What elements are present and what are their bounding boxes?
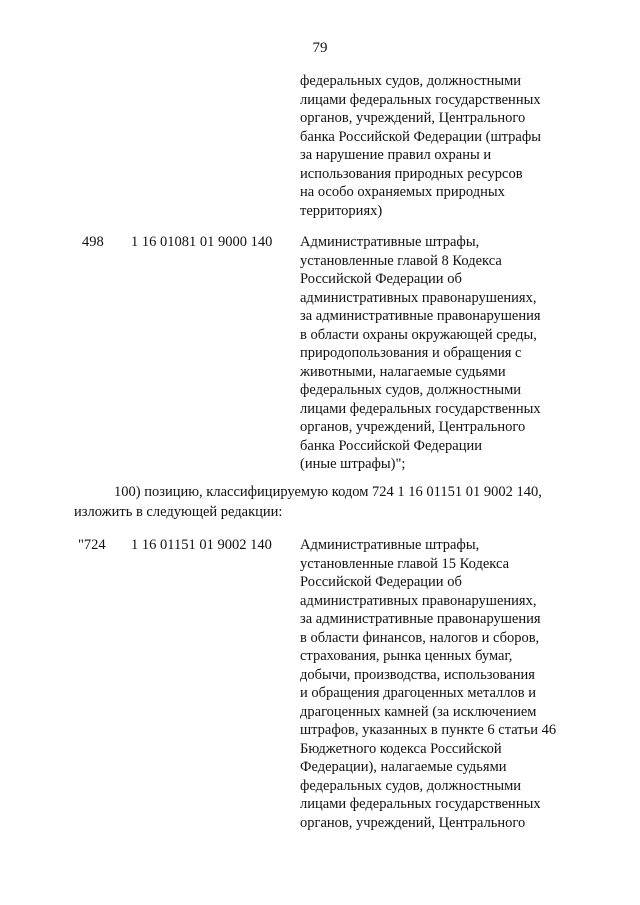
description-line: банка Российской Федерации (штрафы xyxy=(300,128,541,145)
description-line: органов, учреждений, Центрального xyxy=(300,110,526,126)
description-line: Бюджетного кодекса Российской xyxy=(300,740,502,757)
description-line: лицами федеральных государственных xyxy=(300,91,541,108)
instruction-line: 100) позицию, классифицируемую кодом 724 1 16 01151 01 9002 140, xyxy=(114,484,542,500)
description-line: территориях) xyxy=(300,202,383,219)
description-line: драгоценных камней (за исключением xyxy=(300,703,537,720)
description-line: лицами федеральных государственных xyxy=(300,400,541,417)
description-line: животными, налагаемые судьями xyxy=(300,363,506,380)
entry-724-admin-code: "724 xyxy=(78,537,106,553)
description-line: органов, учреждений, Центрального xyxy=(300,814,526,831)
amendment-instruction xyxy=(74,482,634,522)
description-line: штрафов, указанных в пункте 6 статьи 46 xyxy=(300,722,557,738)
page-number: 79 xyxy=(312,40,328,56)
description-line: (иные штрафы)"; xyxy=(300,456,406,472)
description-line: за административные правонарушения xyxy=(300,611,541,627)
description-line: федеральных судов, должностными xyxy=(300,73,522,89)
entry-724-description xyxy=(300,536,620,832)
description-line: за административные правонарушения xyxy=(300,308,541,324)
description-line: в области охраны окружающей среды, xyxy=(300,326,537,343)
description-line: установленные главой 8 Кодекса xyxy=(300,252,502,269)
description-line: административных правонарушениях, xyxy=(300,592,537,609)
entry-498-description xyxy=(300,233,620,474)
entry-724-classification-code: 1 16 01151 01 9002 140 xyxy=(131,537,272,553)
instruction-line: изложить в следующей редакции: xyxy=(74,504,283,520)
description-line: на особо охраняемых природных xyxy=(300,184,505,200)
description-line: за нарушение правил охраны и xyxy=(300,147,492,163)
entry-498-classification-code: 1 16 01081 01 9000 140 xyxy=(131,234,273,250)
entry-498-admin-code: 498 xyxy=(82,234,104,250)
description-line: добычи, производства, использования xyxy=(300,666,535,683)
description-line: Российской Федерации об xyxy=(300,574,462,590)
description-line: в области финансов, налогов и сборов, xyxy=(300,629,540,646)
description-line: природопользования и обращения с xyxy=(300,345,522,361)
description-line: установленные главой 15 Кодекса xyxy=(300,555,510,572)
description-line: Административные штрафы, xyxy=(300,537,480,553)
description-line: федеральных судов, должностными xyxy=(300,777,522,794)
description-line: банка Российской Федерации xyxy=(300,437,483,454)
continuation-description xyxy=(300,72,620,220)
description-line: Российской Федерации об xyxy=(300,271,462,287)
description-line: использования природных ресурсов xyxy=(300,165,523,182)
description-line: административных правонарушениях, xyxy=(300,289,537,306)
description-line: Федерации), налагаемые судьями xyxy=(300,759,507,775)
description-line: федеральных судов, должностными xyxy=(300,382,522,398)
description-line: Административные штрафы, xyxy=(300,234,480,250)
description-line: и обращения драгоценных металлов и xyxy=(300,685,536,701)
description-line: страхования, рынка ценных бумаг, xyxy=(300,648,513,664)
description-line: лицами федеральных государственных xyxy=(300,796,541,812)
description-line: органов, учреждений, Центрального xyxy=(300,419,526,435)
